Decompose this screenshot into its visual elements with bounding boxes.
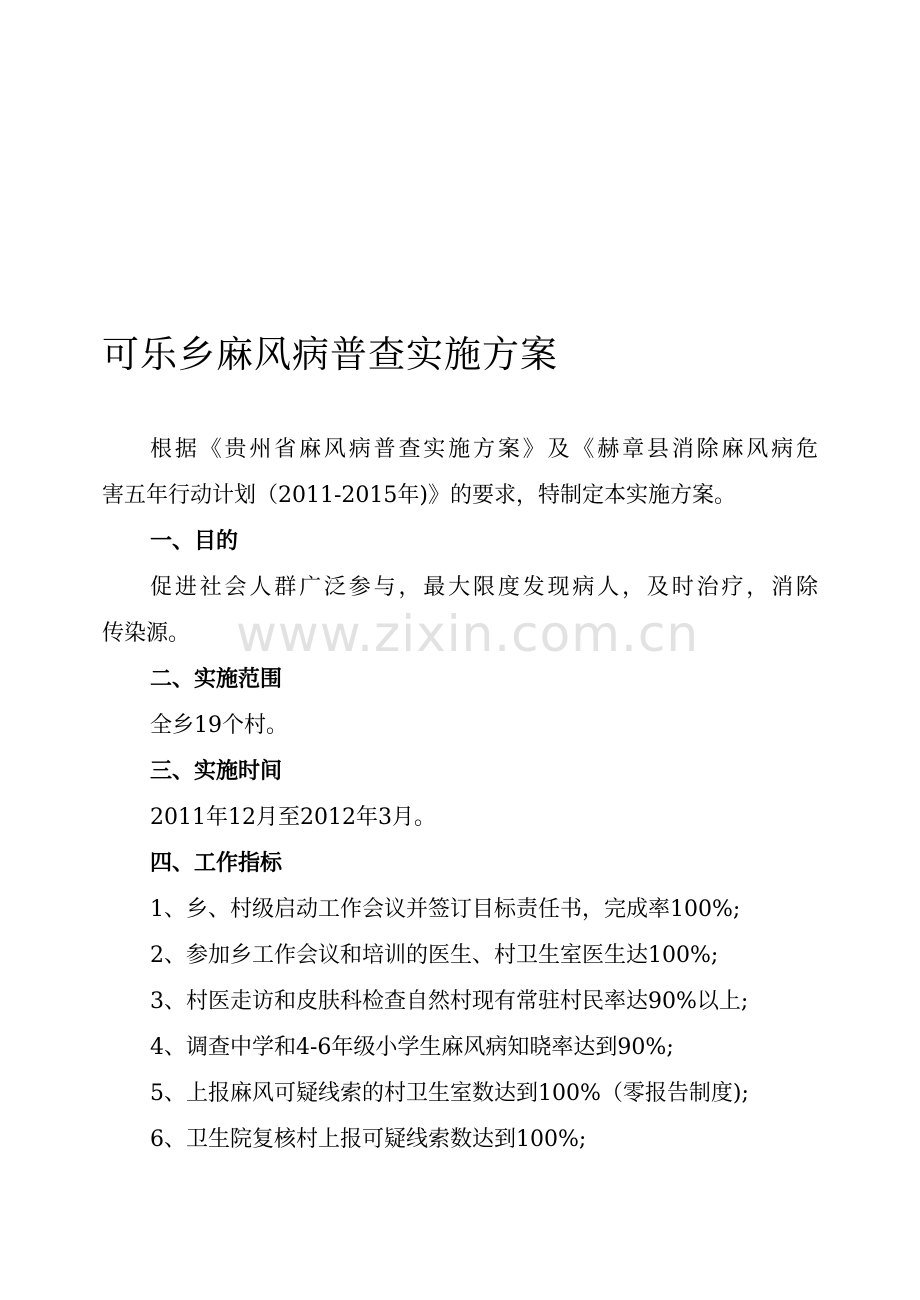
section-scope-body: 全乡19个村。 [150, 713, 288, 738]
intro-paragraph-line-1: 根据《贵州省麻风病普查实施方案》及《赫章县消除麻风病危 [150, 437, 818, 462]
section-heading-scope: 二、实施范围 [150, 667, 283, 692]
section-purpose-line-2: 传染源。 [102, 621, 191, 646]
section-purpose-line-1: 促进社会人群广泛参与，最大限度发现病人，及时治疗，消除 [150, 575, 818, 600]
indicator-item: 1、乡、村级启动工作会议并签订目标责任书，完成率100%; [150, 897, 741, 922]
indicator-item: 3、村医走访和皮肤科检查自然村现有常驻村民率达90%以上; [150, 989, 749, 1014]
indicator-item: 6、卫生院复核村上报可疑线索数达到100%; [150, 1127, 587, 1152]
section-heading-indicators: 四、工作指标 [150, 851, 283, 876]
section-heading-purpose: 一、目的 [150, 529, 239, 554]
indicator-item: 5、上报麻风可疑线索的村卫生室数达到100%（零报告制度); [150, 1081, 749, 1106]
section-time-body: 2011年12月至2012年3月。 [150, 805, 436, 830]
document-title: 可乐乡麻风病普查实施方案 [102, 333, 558, 376]
indicator-item: 2、参加乡工作会议和培训的医生、村卫生室医生达100%; [150, 943, 719, 968]
section-heading-time: 三、实施时间 [150, 759, 283, 784]
watermark: www.zixin.com.cn [236, 605, 700, 663]
intro-paragraph-line-2: 害五年行动计划（2011-2015年)》的要求，特制定本实施方案。 [102, 483, 736, 508]
indicator-item: 4、调查中学和4-6年级小学生麻风病知晓率达到90%; [150, 1035, 674, 1060]
